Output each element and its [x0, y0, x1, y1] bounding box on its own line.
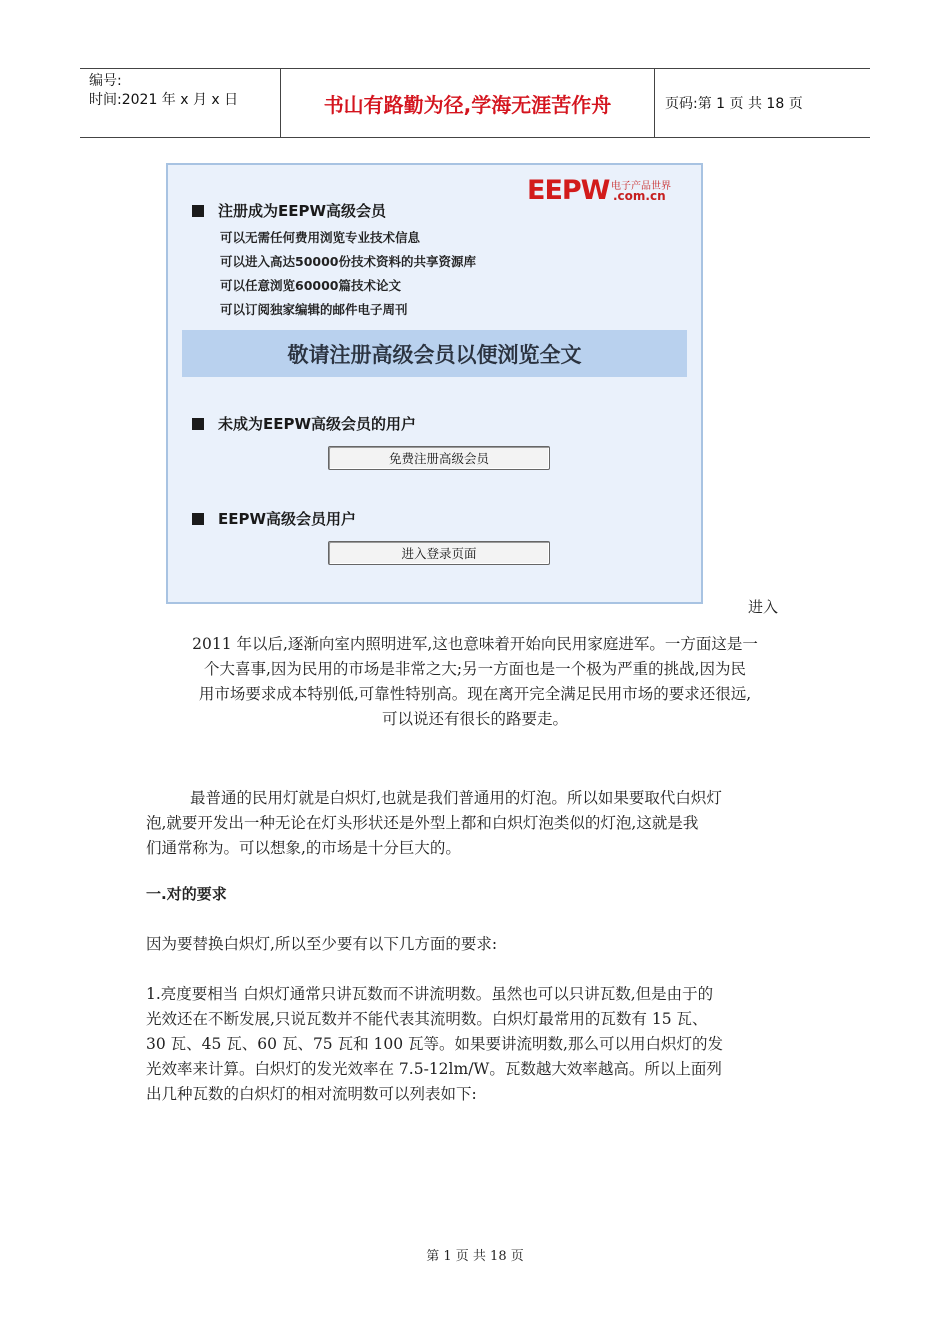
section-register-title [192, 200, 386, 221]
page-footer: 第 1 页 共 18 页 [426, 1249, 524, 1264]
benefit-item: 可以订阅独家编辑的邮件电子周刊 [220, 302, 408, 317]
text-line: 出几种瓦数的白炽灯的相对流明数可以列表如下: [146, 1085, 477, 1103]
header-meta [80, 69, 281, 137]
enter-text: 进入 [748, 598, 779, 616]
document-date: 时间:2021 年 x 月 x 日 [89, 92, 239, 108]
eepw-logo-cn: 电子产品世界 [611, 181, 671, 192]
section-member-title [192, 508, 356, 529]
page-header [80, 68, 870, 138]
benefit-item: 可以任意浏览60000篇技术论文 [220, 278, 401, 293]
free-register-button[interactable]: 免费注册高级会员 [328, 446, 550, 470]
paragraph-incandescent [146, 786, 816, 861]
benefit-item: 可以无需任何费用浏览专业技术信息 [220, 230, 421, 245]
eepw-logo-domain: .com.cn [613, 189, 666, 203]
section-member-title-text: EEPW高级会员用户 [218, 510, 357, 528]
benefit-item: 可以进入高达50000份技术资料的共享资源库 [220, 254, 476, 269]
text-line: 1.亮度要相当 白炽灯通常只讲瓦数而不讲流明数。虽然也可以只讲瓦数,但是由于的 [146, 985, 714, 1003]
text-line: 泡,就要开发出一种无论在灯头形状还是外型上都和白炽灯泡类似的灯泡,这就是我 [146, 814, 699, 832]
paragraph-indoor-lighting [140, 632, 810, 732]
paragraph-requirements-intro: 因为要替换白炽灯,所以至少要有以下几方面的要求: [146, 935, 498, 953]
text-line: 30 瓦、45 瓦、60 瓦、75 瓦和 100 瓦等。如果要讲流明数,那么可以用白炽灯的发 [146, 1035, 723, 1053]
header-motto: 书山有路勤为径,学海无涯苦作舟 [281, 69, 655, 137]
section-heading-requirements: 一.对的要求 [146, 885, 227, 903]
section-nonmember-title-text: 未成为EEPW高级会员的用户 [218, 415, 417, 433]
eepw-membership-banner [166, 163, 703, 604]
login-page-button[interactable]: 进入登录页面 [328, 541, 550, 565]
header-page-number: 页码:第 1 页 共 18 页 [665, 96, 803, 112]
section-nonmember-title [192, 413, 416, 434]
text-line: 个大喜事,因为民用的市场是非常之大;另一方面也是一个极为严重的挑战,因为民 [203, 660, 747, 678]
text-line: 可以说还有很长的路要走。 [381, 710, 568, 728]
text-line: 光效率来计算。白炽灯的发光效率在 7.5-12lm/W。瓦数越大效率越高。所以上面列 [146, 1060, 722, 1078]
document-number: 编号: [89, 73, 122, 89]
text-line: 用市场要求成本特别低,可靠性特别高。现在离开完全满足民用市场的要求还很远, [198, 685, 752, 703]
square-bullet-icon [192, 205, 204, 217]
benefit-list [220, 226, 476, 322]
paragraph-brightness [146, 982, 816, 1107]
square-bullet-icon [192, 513, 204, 525]
text-line: 光效还在不断发展,只说瓦数并不能代表其流明数。白炽灯最常用的瓦数有 15 瓦、 [146, 1010, 708, 1028]
section-register-title-text: 注册成为EEPW高级会员 [218, 202, 387, 220]
text-line: 们通常称为。可以想象,的市场是十分巨大的。 [146, 839, 461, 857]
square-bullet-icon [192, 418, 204, 430]
text-line: 最普通的民用灯就是白炽灯,也就是我们普通用的灯泡。所以如果要取代白炽灯 [190, 789, 722, 807]
text-line: 2011 年以后,逐渐向室内照明进军,这也意味着开始向民用家庭进军。一方面这是一 [192, 635, 758, 653]
register-prompt-bar: 敬请注册高级会员以便浏览全文 [182, 330, 687, 377]
eepw-logo [527, 175, 687, 207]
eepw-logo-text: EEPW [527, 175, 610, 206]
